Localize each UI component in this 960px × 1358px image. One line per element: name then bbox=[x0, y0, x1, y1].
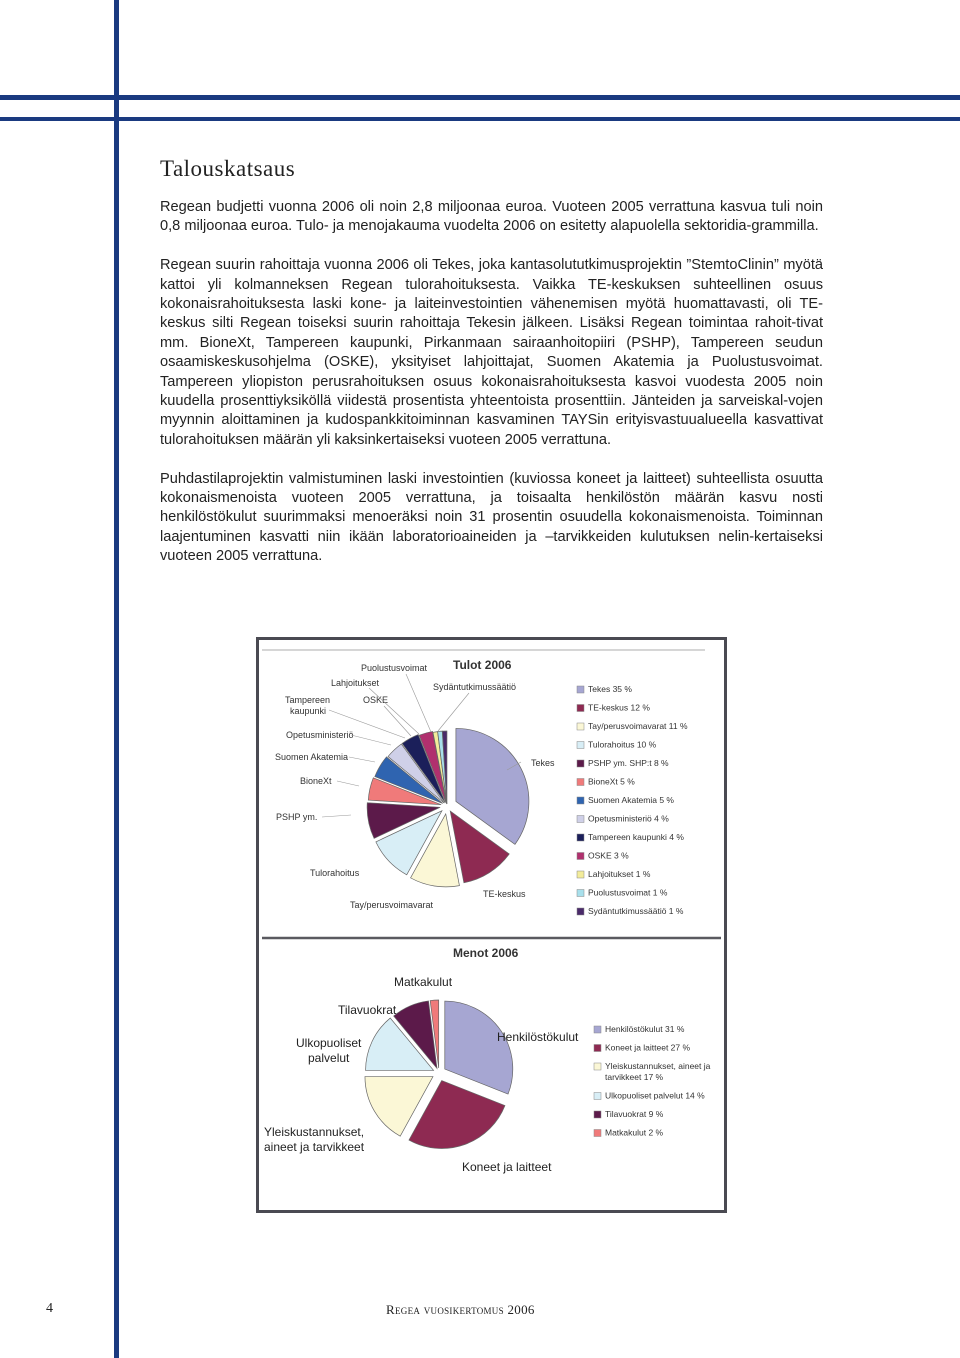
label-tay-perusvoimavarat: Tay/perusvoimavarat bbox=[350, 900, 434, 910]
left-border-line bbox=[114, 0, 119, 1358]
paragraph-budget: Regean budjetti vuonna 2006 oli noin 2,8 miljoonaa euroa. Vuoteen 2005 verrattuna kasvua tuli noin 0,8 miljoonaa euroa. Tulo- ja menojakauma vuodelta 2006 on esitetty alapuolella sektoridia-grammilla. bbox=[160, 199, 823, 235]
legend-label: Koneet ja laitteet 27 % bbox=[605, 1042, 691, 1053]
body-text bbox=[160, 198, 823, 586]
legend-label: Opetusministeriö 4 % bbox=[588, 813, 669, 824]
legend-swatch bbox=[594, 1063, 601, 1070]
legend-swatch bbox=[594, 1026, 601, 1033]
legend-label: Tulorahoitus 10 % bbox=[588, 739, 657, 750]
legend-swatch bbox=[577, 871, 584, 878]
legend-item-lahjoitukset bbox=[577, 869, 651, 879]
chart-title: Tulot 2006 bbox=[453, 658, 512, 672]
legend-swatch bbox=[577, 908, 584, 915]
legend-swatch bbox=[577, 890, 584, 897]
label-henkilostokulut: Henkilöstökulut bbox=[497, 1030, 579, 1044]
legend-label: Tampereen kaupunki 4 % bbox=[588, 832, 684, 842]
legend-label: BioneXt 5 % bbox=[588, 776, 635, 787]
legend-label: Matkakulut 2 % bbox=[605, 1127, 664, 1138]
label-sydantutkimussaatio: Sydäntutkimussäätiö bbox=[433, 682, 517, 692]
legend-swatch bbox=[577, 816, 584, 823]
legend-item-oske bbox=[577, 851, 629, 861]
label-koneet-ja-laitteet: Koneet ja laitteet bbox=[462, 1160, 552, 1174]
legend-item-henkilöstökulut bbox=[594, 1024, 685, 1034]
label-ulkopuoliset-1: Ulkopuoliset bbox=[296, 1036, 362, 1050]
legend-swatch bbox=[594, 1045, 601, 1052]
legend-label: Tilavuokrat 9 % bbox=[605, 1109, 664, 1119]
label-ulkopuoliset-2: palvelut bbox=[308, 1051, 350, 1065]
label-yleiskustannukset-1: Yleiskustannukset, bbox=[264, 1125, 365, 1139]
legend-swatch bbox=[594, 1130, 601, 1137]
pie-slices bbox=[367, 728, 529, 886]
legend-label: Tay/perusvoimavarat 11 % bbox=[588, 721, 688, 731]
legend-swatch bbox=[594, 1093, 601, 1100]
legend-item-matkakulut bbox=[594, 1128, 664, 1138]
chart-menot-2006 bbox=[264, 946, 711, 1174]
label-tampereen-kaupunki-2: kaupunki bbox=[290, 706, 327, 716]
legend-swatch bbox=[577, 779, 584, 786]
footer-publication-title: Regea vuosikertomus 2006 bbox=[386, 1302, 535, 1317]
legend-swatch bbox=[594, 1111, 601, 1118]
legend-label: Ulkopuoliset palvelut 14 % bbox=[605, 1090, 705, 1101]
label-pshp: PSHP ym. bbox=[276, 812, 318, 822]
legend-swatch bbox=[577, 723, 584, 730]
legend-item-tekes bbox=[577, 684, 632, 694]
pie-charts-figure bbox=[256, 637, 727, 1213]
legend-swatch bbox=[577, 742, 584, 749]
legend-label: Yleiskustannukset, aineet ja bbox=[605, 1061, 711, 1071]
label-lahjoitukset: Lahjoitukset bbox=[331, 678, 380, 688]
legend-item-opetusministeriö bbox=[577, 814, 669, 824]
legend-item-koneet-ja-laitteet bbox=[594, 1043, 691, 1053]
label-matkakulut: Matkakulut bbox=[394, 975, 453, 989]
chart-title: Menot 2006 bbox=[453, 946, 519, 960]
chart-tulot-2006 bbox=[275, 658, 688, 916]
legend-swatch bbox=[577, 834, 584, 841]
legend-label: Puolustusvoimat 1 % bbox=[588, 887, 668, 898]
label-tampereen-kaupunki-1: Tampereen bbox=[285, 695, 331, 705]
legend-item-suomen-akatemia bbox=[577, 795, 674, 805]
label-oske: OSKE bbox=[363, 695, 389, 705]
legend-label: Suomen Akatemia 5 % bbox=[588, 795, 674, 805]
legend-label: Sydäntutkimussäätiö 1 % bbox=[588, 906, 684, 916]
page-title: Talouskatsaus bbox=[160, 156, 296, 181]
legend-label: tarvikkeet 17 % bbox=[605, 1072, 664, 1082]
chart-legend bbox=[594, 1024, 711, 1138]
legend-item-te-keskus bbox=[577, 703, 650, 713]
legend-label: OSKE 3 % bbox=[588, 850, 629, 861]
top-border-line bbox=[0, 95, 960, 100]
label-bionext: BioneXt bbox=[300, 776, 332, 786]
paragraph-expenses: Puhdastilaprojektin valmistuminen laski investointien (kuviossa koneet ja laitteet) suhteellista osuutta kokonaismenoista vuoteen 2005 verrattuna, ja toisaalta henkilöstön määrän kasvu nosti henkilöstökulut suurimmaksi menoeräksi noin 31 prosentin osuudella kokonaismenoista. Toiminnan laajentuminen kasvatti niin ikään laboratorioaineiden ja –tarvikkeiden kulutuksen nelin-kertaiseksi vuoteen 2005 verrattuna. bbox=[160, 470, 823, 565]
legend-item-sydäntutkimussäätiö bbox=[577, 906, 684, 916]
legend-item-tay-perusvoimavarat bbox=[577, 721, 688, 731]
legend-swatch bbox=[577, 797, 584, 804]
pie-slice-henkilöstökulut bbox=[445, 1001, 513, 1094]
legend-swatch bbox=[577, 705, 584, 712]
label-puolustusvoimat: Puolustusvoimat bbox=[361, 663, 428, 673]
label-tilavuokrat: Tilavuokrat bbox=[338, 1003, 397, 1017]
legend-label: Lahjoitukset 1 % bbox=[588, 869, 651, 879]
paragraph-funding: Regean suurin rahoittaja vuonna 2006 oli Tekes, joka kantasolututkimusprojektin ”StemtoClinin” myötä kattoi yli kolmanneksen Regean tulorahoituksesta. Vaikka TE-keskuksen suhteellinen osuus kokonaisrahoituksesta laski kone- ja laiteinvestointien vähenemisen myötä huomattavasti, oli TE-keskus silti Regean toiseksi suurin rahoittaja Tekesin jälkeen. Lisäksi Regean toimintaa rahoit-tivat mm. BioneXt, Tampereen kaupunki, Pirkanmaan sairaanhoitopiiri (PSHP), Tampereen seudun osaamiskeskusohjelma (OSKE), yksityiset lahjoittajat, Suomen Akatemia ja Puolustusvoimat. Tampereen yliopiston perusrahoituksen osuus kokonaisrahoituksesta kasvoi vuodesta 2005 noin kuudella prosenttiyksiköllä viidestä prosentista yhteentoista prosenttiin. Jänteiden ja sarveiskal-vojen myynnin aloittaminen ja kudospankkitoiminnan kasvaminen TAYSin erityisvastuualueella kasvattivat tulorahoituksen määrän yli kaksinkertaiseksi vuoteen 2005 verrattuna. bbox=[160, 257, 823, 448]
legend-swatch bbox=[577, 686, 584, 693]
legend-swatch bbox=[577, 853, 584, 860]
pie-slices bbox=[365, 1000, 513, 1149]
legend-item-bionext bbox=[577, 777, 635, 787]
label-yleiskustannukset-2: aineet ja tarvikkeet bbox=[264, 1140, 365, 1154]
chart-legend bbox=[577, 684, 688, 916]
legend-swatch bbox=[577, 760, 584, 767]
top-border-line-secondary bbox=[0, 117, 960, 121]
legend-item-pshp-ym bbox=[577, 758, 669, 768]
label-tulorahoitus: Tulorahoitus bbox=[310, 868, 360, 878]
label-suomen-akatemia: Suomen Akatemia bbox=[275, 752, 349, 762]
legend-item-puolustusvoimat bbox=[577, 888, 668, 898]
legend-label: Tekes 35 % bbox=[588, 684, 632, 694]
label-opetusministerio: Opetusministeriö bbox=[286, 730, 354, 740]
legend-label: TE-keskus 12 % bbox=[588, 702, 650, 713]
legend-item-ulkopuoliset-palvelut bbox=[594, 1091, 705, 1101]
legend-item-tilavuokrat bbox=[594, 1109, 664, 1119]
pie-charts-svg bbox=[259, 640, 724, 1210]
legend-item-yleiskustannukset-aineet-ja-tarvikkeet bbox=[594, 1061, 711, 1082]
legend-label: PSHP ym. SHP:t 8 % bbox=[588, 758, 669, 768]
label-te-keskus: TE-keskus bbox=[483, 889, 526, 899]
legend-item-tulorahoitus bbox=[577, 740, 657, 750]
legend-label: Henkilöstökulut 31 % bbox=[605, 1024, 685, 1034]
page-number: 4 bbox=[46, 1301, 53, 1316]
legend-item-tampereen-kaupunki bbox=[577, 832, 684, 842]
label-tekes: Tekes bbox=[531, 758, 555, 768]
